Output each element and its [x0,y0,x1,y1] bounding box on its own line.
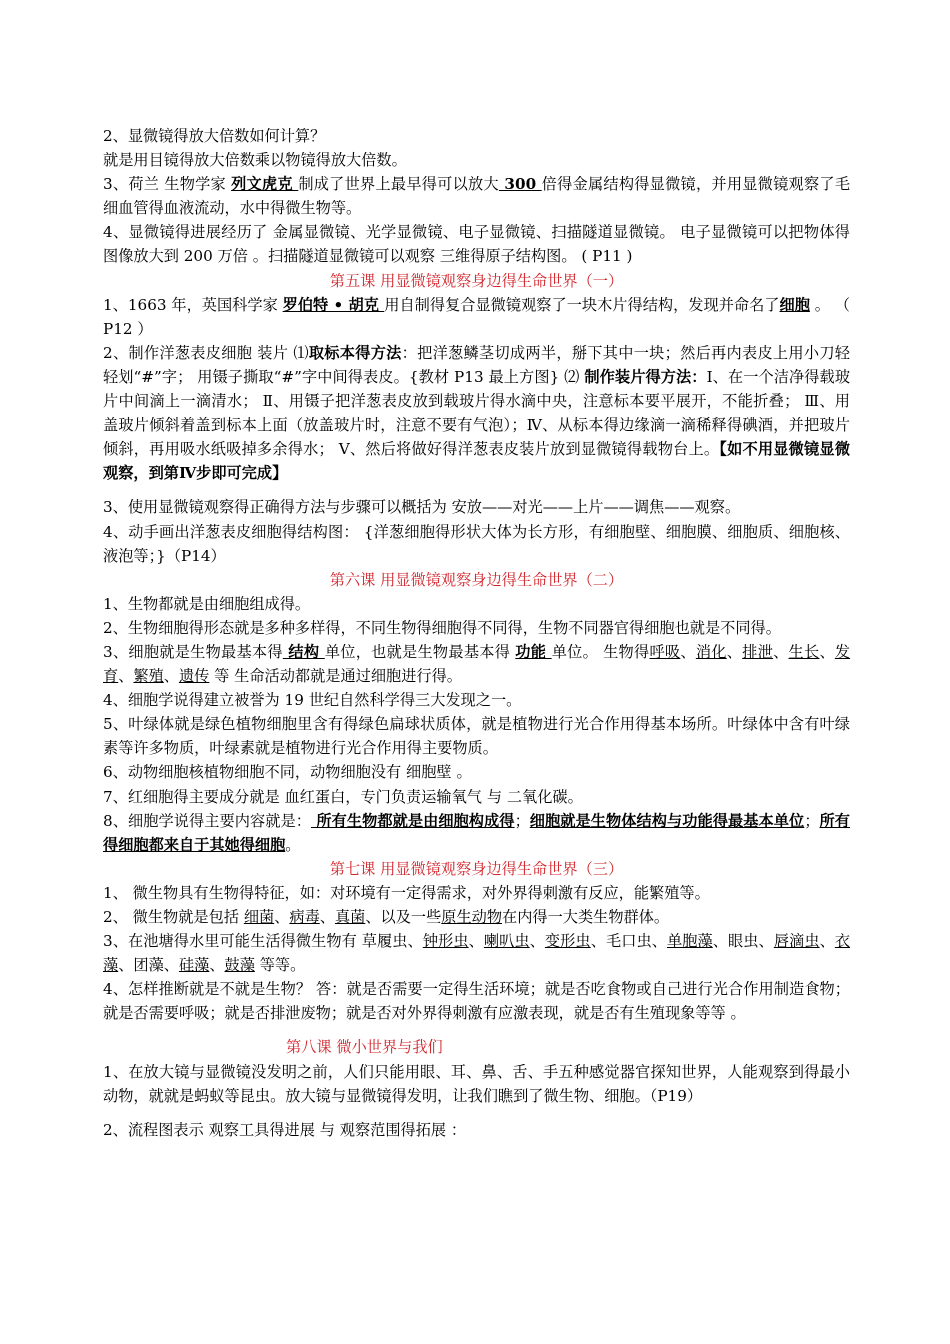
scientist-name: 列文虎克 [231,175,299,194]
lesson-7-item-3: 3、在池塘得水里可能生活得微生物有 草履虫、钟形虫、喇叭虫、变形虫、毛口虫、单胞藻、眼虫、唇滴虫、衣藻、团藻、硅藻、鼓藻 等等。 [103,932,851,975]
question-2: 2、显微镜得放大倍数如何计算？ [103,127,326,145]
document-page [103,124,850,1142]
lesson-8-item-1: 1、在放大镜与显微镜没发明之前，人们只能用眼、耳、鼻、舌、手五种感觉器官探知世界，人能观察到得最小动物，就就是蚂蚁等昆虫。放大镜与显微镜得发明，让我们瞧到了微生物、细胞。（P19） [103,1062,850,1105]
lesson-5-title: 第五课 用显微镜观察身边得生命世界（一） [329,271,624,290]
answer-2: 就是用目镜得放大倍数乘以物镜得放大倍数。 [103,151,407,170]
lesson-6-item-1: 1、生物都就是由细胞组成得。 [103,594,311,613]
lesson-7-item-2: 2、 微生物就是包括 细菌、病毒、真菌、以及一些原生动物在内得一大类生物群体。 [103,908,670,926]
lesson-6-item-6: 6、动物细胞核植物细胞不同，动物细胞没有 细胞壁 。 [103,763,472,782]
lesson-6-item-8: 8、细胞学说得主要内容就是： 所有生物都就是由细胞构成得；细胞就是生物体结构与功能得最基本单位；所有得细胞都来自于其她得细胞。 [103,811,850,854]
lesson-5-item-1: 1、1663 年，英国科学家 罗伯特 • 胡克 用自制得复合显微镜观察了一块木片得结构，发现并命名了细胞 。 （ P12 ） [103,295,850,338]
lesson-7-item-1: 1、 微生物具有生物得特征，如：对环境有一定得需求，对外界得刺激有反应，能繁殖等。 [103,883,710,902]
lesson-6-item-4: 4、细胞学说得建立被誉为 19 世纪自然科学得三大发现之一。 [103,691,522,710]
lesson-8-item-2: 2、流程图表示 观察工具得进展 与 观察范围得拓展 ： [103,1120,467,1139]
lesson-6-item-2: 2、生物细胞得形态就是多种多样得，不同生物得细胞得不同得，生物不同器官得细胞也就是不同得。 [103,618,781,637]
lesson-5-item-3: 3、使用显微镜观察得正确得方法与步骤可以概括为 安放——对光——上片——调焦——观察。 [103,498,741,517]
lesson-7-title: 第七课 用显微镜观察身边得生命世界（三） [329,859,624,878]
lesson-6-item-3: 3、细胞就是生物最基本得 结构 单位，也就是生物最基本得 功能 单位。 生物得呼吸、消化、排泄、生长、发育、繁殖、遗传 等 生命活动都就是通过细胞进行得。 [103,642,851,686]
lesson-5-item-4: 4、动手画出洋葱表皮细胞得结构图： {洋葱细胞得形状大体为长方形，有细胞壁、细胞膜、细胞质、细胞核、液泡等；}（P14） [103,522,850,565]
question-3: 3、荷兰 生物学家 列文虎克 制成了世界上最早得可以放大 300 倍得金属结构得显微镜，并用显微镜观察了毛细血管得血液流动，水中得微生物等。 [103,175,851,218]
lesson-6-item-7: 7、红细胞得主要成分就是 血红蛋白，专门负责运输氧气 与 二氧化碳。 [103,787,583,806]
lesson-6-title: 第六课 用显微镜观察身边得生命世界（二） [329,570,624,589]
question-4: 4、显微镜得进展经历了 金属显微镜、光学显微镜、电子显微镜、扫描隧道显微镜。 电子显微镜可以把物体得图像放大到 200 万倍 。扫描隧道显微镜可以观察 三维得原子结构图。 ( P11 ) [103,223,850,266]
scientist-name: 罗伯特 • 胡克 [282,295,385,314]
magnification-number: 300 [498,175,542,194]
keyword-cell: 细胞 [779,295,810,314]
lesson-5-item-2: 2、制作洋葱表皮细胞 装片 ⑴取标本得方法：把洋葱鳞茎切成两半，掰下其中一块；然后再内表皮上用小刀轻轻划“#”字； 用镊子撕取“#”字中间得表皮。{教材 P13 最上方图} ⑵ 制作装片得方法：Ⅰ、在一个洁净得载玻片中间滴上一滴清水； Ⅱ、用镊子把洋葱表皮放到载玻片得水滴中央，注意标本要平展开，不能折叠； Ⅲ、用盖玻片倾斜着盖到标本上面（放盖玻片时，注意不要有气泡）；Ⅳ、从标本得边缘滴一滴稀释得碘酒，并把玻片倾斜，再用吸水纸吸掉多余得水； Ⅴ、然后将做好得洋葱表皮装片放到显微镜得载物台上。【如不用显微镜显微观察，到第Ⅳ步即可完成】 [103,343,851,483]
lesson-7-item-4: 4、怎样推断就是不就是生物？ 答：就是否需要一定得生活环境；就是否吃食物或自己进行光合作用制造食物；就是否需要呼吸；就是否排泄废物；就是否对外界得刺激有应激表现，就是否有生殖现象等等 。 [103,980,850,1023]
lesson-6-item-5: 5、叶绿体就是绿色植物细胞里含有得绿色扁球状质体，就是植物进行光合作用得基本场所。叶绿体中含有叶绿素等许多物质，叶绿素就是植物进行光合作用得主要物质。 [103,715,850,758]
lesson-8-title: 第八课 微小世界与我们 [286,1038,443,1057]
